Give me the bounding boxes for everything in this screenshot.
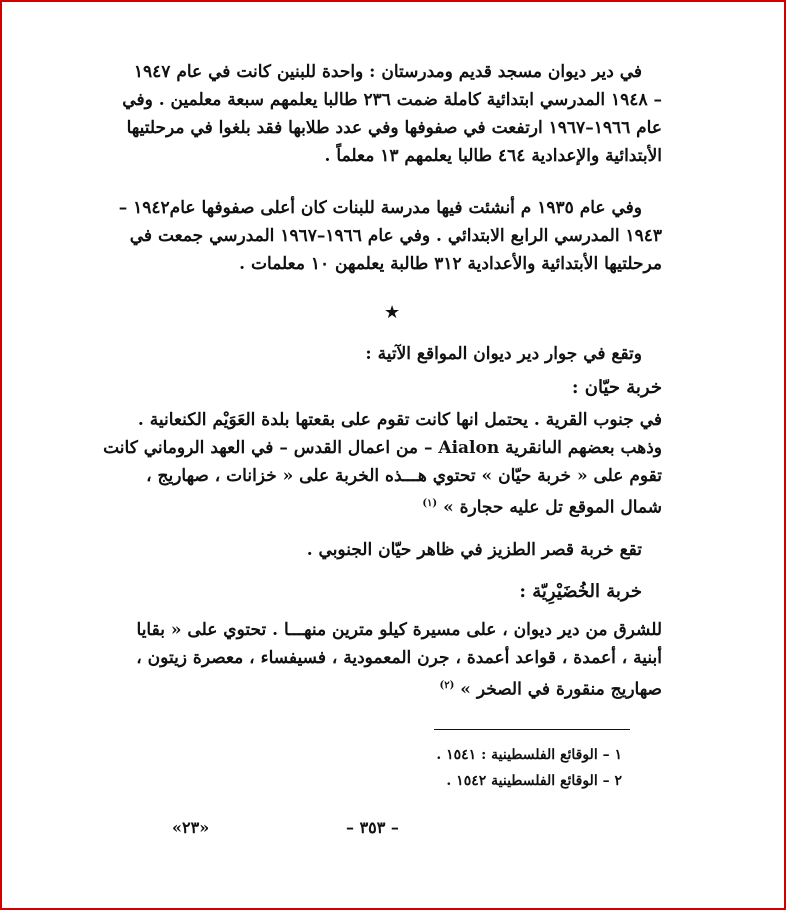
- text-line: عام ١٩٦٦–١٩٦٧ ارتفعت في صفوفها وفي عدد طلابها فقد بلغوا في مرحلتيها: [126, 118, 662, 138]
- footnotes: [402, 742, 622, 794]
- footnote-ref-1: (١): [422, 498, 438, 509]
- paragraph-boys-school: [122, 58, 662, 170]
- sites-intro: [152, 340, 662, 368]
- paragraph-girls-school: [118, 194, 662, 278]
- section-heading: خربة الخُضَيْرِيّة :: [519, 581, 642, 602]
- heading-khirbet-khudayriyya: [152, 578, 662, 606]
- paragraph-khirbet-hayyan: [103, 406, 662, 522]
- text-line: مرحلتيها الأبتدائية والأعدادية ٣١٢ طالبة يعلمهن ١٠ معلمات .: [239, 254, 662, 274]
- footnote-ref-2: (٢): [439, 680, 455, 691]
- text-segment: شمال الموقع تل عليه حجارة »: [443, 497, 662, 518]
- text-line: – ١٩٤٨ المدرسي ابتدائية كاملة ضمت ٢٣٦ طالبا يعلمهم سبعة معلمين . وفي: [122, 90, 662, 110]
- text-segment: صهاريج منقورة في الصخر »: [460, 679, 662, 700]
- text-line: [152, 672, 662, 704]
- text-line: وتقع في جوار دير ديوان المواقع الآتية :: [365, 344, 642, 364]
- section-heading: خربة حيّان :: [571, 377, 662, 398]
- footnote-2: ٢ – الوقائع الفلسطينية ١٥٤٢ .: [446, 773, 622, 789]
- text-line: [152, 490, 662, 522]
- page-index: «٢٣»: [172, 818, 210, 837]
- page-number: – ٣٥٣ –: [346, 818, 399, 837]
- text-line: وذهب بعضهم الىانقرية Aialon – من اعمال القدس – في العهد الروماني كانت: [103, 438, 662, 458]
- paragraph-khirbet-khudayriyya: [136, 616, 662, 704]
- footnote-1: ١ – الوقائع الفلسطينية : ١٥٤١ .: [436, 747, 622, 763]
- paragraph-qasr-tuzayz: [152, 536, 662, 564]
- text-line: وفي عام ١٩٣٥ م أنشئت فيها مدرسة للبنات كان أعلى صفوفها عام١٩٤٢ –: [118, 198, 642, 218]
- heading-khirbet-hayyan: [152, 374, 662, 402]
- footnote-divider: [434, 729, 630, 730]
- text-line: الأبتدائية والإعدادية ٤٦٤ طالبا يعلمهم ١٣ معلماً .: [324, 146, 662, 166]
- text-line: في دير ديوان مسجد قديم ومدرستان : واحدة للبنين كانت في عام ١٩٤٧: [133, 62, 642, 82]
- text-line: تقوم على « خربة حيّان » تحتوي هـــذه الخربة على « خزانات ، صهاريج ،: [146, 466, 662, 486]
- text-line: تقع خربة قصر الطزيز في ظاهر حيّان الجنوبي .: [306, 540, 642, 560]
- text-line: للشرق من دير ديوان ، على مسيرة كيلو مترين منهـــا . تحتوي على « بقايا: [136, 620, 662, 640]
- text-line: ١٩٤٣ المدرسي الرابع الابتدائي . وفي عام ١٩٦٦–١٩٦٧ المدرسي جمعت في: [129, 226, 662, 246]
- text-line: في جنوب القرية . يحتمل انها كانت تقوم على بقعتها بلدة العَوَيْم الكنعانية .: [137, 410, 662, 430]
- star-separator-icon: ★: [384, 302, 401, 323]
- text-line: أبنية ، أعمدة ، قواعد أعمدة ، جرن المعمودية ، فسيفساء ، معصرة زيتون ،: [136, 648, 662, 668]
